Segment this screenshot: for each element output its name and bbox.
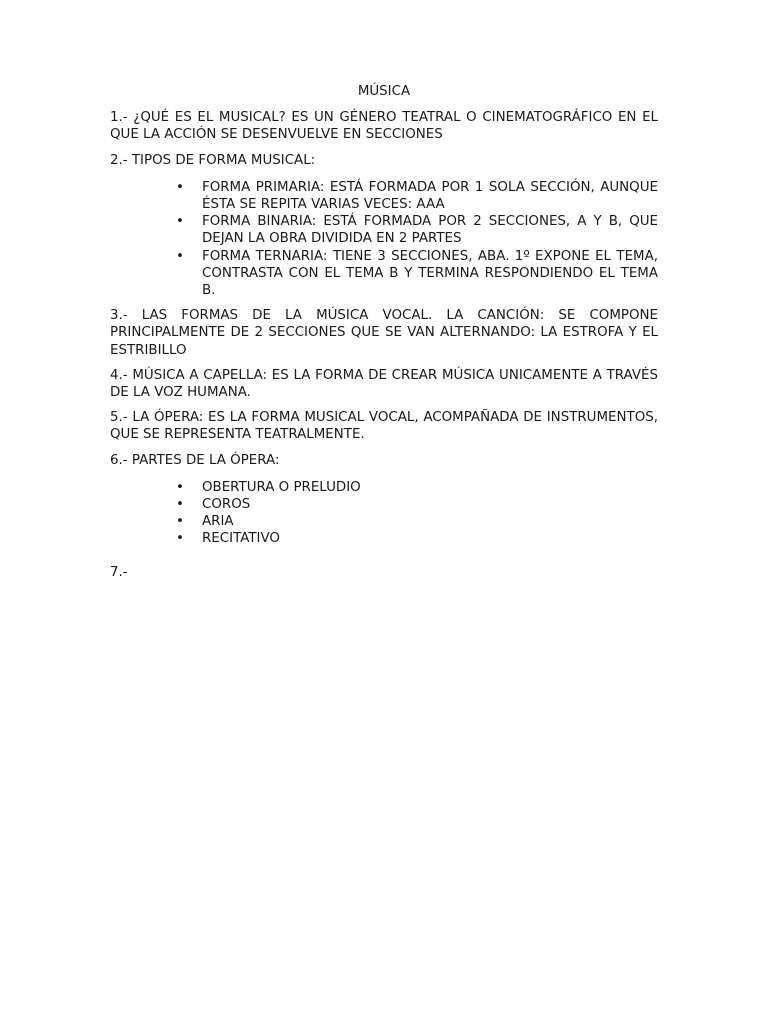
- list-item: [110, 248, 658, 300]
- question-7: 7.-: [110, 564, 128, 580]
- list-item: [110, 513, 658, 530]
- list-item: [110, 213, 658, 247]
- bullet-icon: •: [176, 479, 184, 495]
- list-item-text: RECITATIVO: [202, 531, 280, 547]
- question-2: 2.- TIPOS DE FORMA MUSICAL:: [110, 152, 316, 168]
- question-6: 6.- PARTES DE LA ÓPERA:: [110, 452, 280, 468]
- bullet-icon: •: [176, 214, 184, 230]
- bullet-icon: •: [176, 514, 184, 530]
- question-4: 4.- MÚSICA A CAPELLA: ES LA FORMA DE CREAR MÚSICA UNICAMENTE A TRAVÉS DE LA VOZ HUMANA.: [110, 367, 658, 401]
- list-item-text: FORMA BINARIA: ESTÁ FORMADA POR 2 SECCIONES, A Y B, QUE DEJAN LA OBRA DIVIDIDA EN 2 PARTES: [202, 214, 658, 247]
- list-item-text: ARIA: [202, 514, 234, 530]
- partes-opera-list: [110, 479, 658, 548]
- forma-musical-list: [110, 179, 658, 299]
- document-page: [110, 83, 658, 589]
- list-item: [110, 530, 658, 547]
- page-title: MÚSICA: [357, 84, 411, 99]
- list-item-text: FORMA TERNARIA: TIENE 3 SECCIONES, ABA. 1º EXPONE EL TEMA, CONTRASTA CON EL TEMA B Y TERMINA RESPONDIENDO EL TEMA B.: [202, 248, 658, 299]
- list-item: [110, 479, 658, 496]
- list-item-text: OBERTURA O PRELUDIO: [202, 479, 361, 495]
- bullet-icon: •: [176, 179, 184, 195]
- question-1: 1.- ¿QUÉ ES EL MUSICAL? ES UN GÉNERO TEATRAL O CINEMATOGRÁFICO EN EL QUE LA ACCIÓN SE DESENVUELVE EN SECCIONES: [110, 110, 658, 143]
- bullet-icon: •: [176, 531, 184, 547]
- list-item-text: FORMA PRIMARIA: ESTÁ FORMADA POR 1 SOLA SECCIÓN, AUNQUE ÉSTA SE REPITA VARIAS VECES: AAA: [202, 179, 658, 213]
- bullet-icon: •: [176, 497, 184, 513]
- list-item: [110, 496, 658, 513]
- question-3: 3.- LAS FORMAS DE LA MÚSICA VOCAL. LA CANCIÓN: SE COMPONE PRINCIPALMENTE DE 2 SECCIONES QUE SE VAN ALTERNANDO: LA ESTROFA Y EL ESTRIBILLO: [110, 308, 658, 358]
- question-5: 5.- LA ÓPERA: ES LA FORMA MUSICAL VOCAL, ACOMPAÑADA DE INSTRUMENTOS, QUE SE REPRESENTA TEATRALMENTE.: [110, 410, 658, 443]
- list-item-text: COROS: [202, 497, 251, 513]
- list-item: [110, 179, 658, 213]
- bullet-icon: •: [176, 248, 184, 264]
